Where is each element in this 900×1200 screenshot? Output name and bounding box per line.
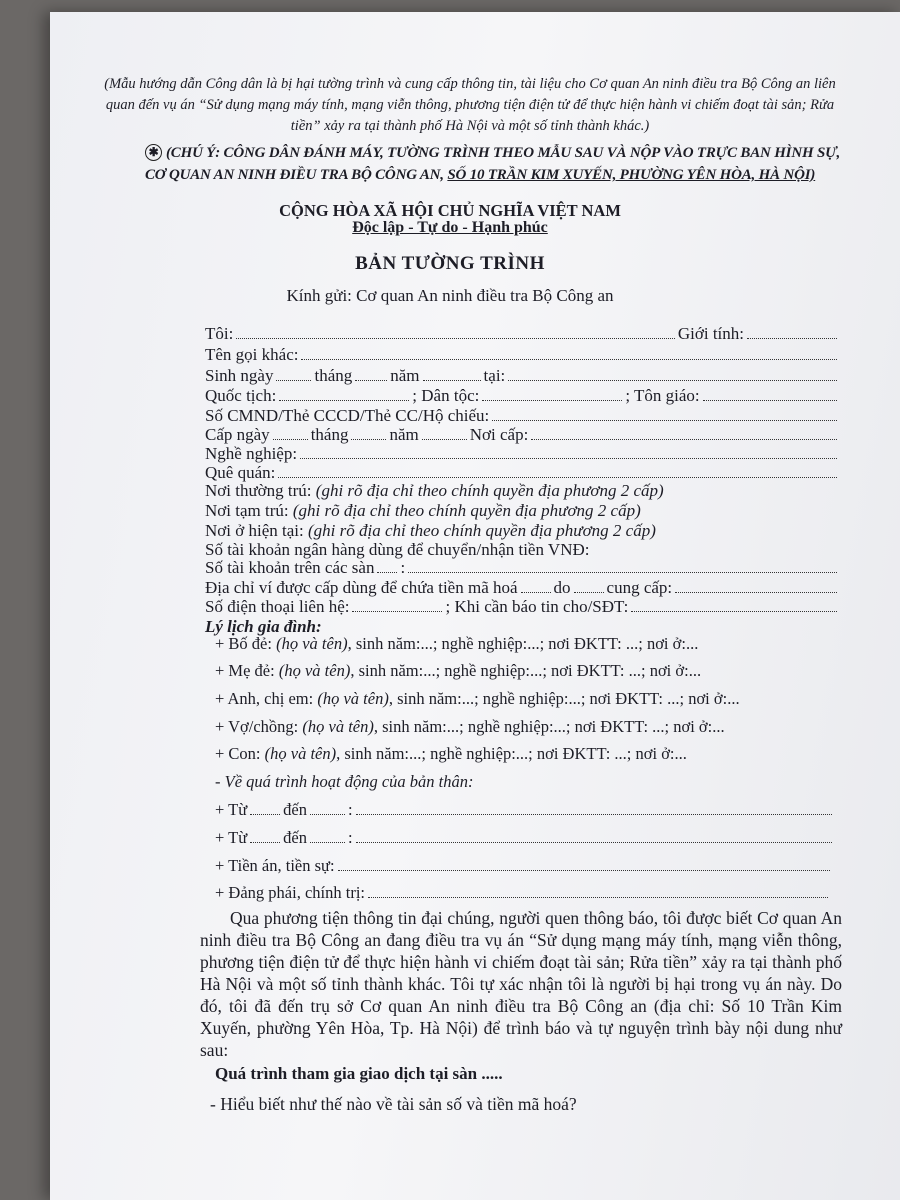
- occupation-label: Nghề nghiệp:: [205, 444, 298, 463]
- id-number-field[interactable]: [492, 407, 837, 421]
- activity-from-field[interactable]: [250, 829, 280, 843]
- issue-day-label: Cấp ngày: [205, 425, 270, 444]
- religion-field[interactable]: [703, 387, 837, 401]
- wallet-by-label: do: [553, 578, 571, 597]
- nationality-row: [205, 385, 840, 406]
- exchange-account-field[interactable]: [408, 559, 837, 573]
- emergency-contact-label: ; Khi cần báo tin cho/SĐT:: [445, 597, 629, 616]
- birth-month-field[interactable]: [355, 367, 387, 381]
- issue-date-row: [205, 424, 840, 445]
- birthplace-label: tại:: [483, 366, 506, 385]
- birthplace-field[interactable]: [508, 367, 837, 381]
- phone-row: [205, 596, 840, 617]
- alias-row: [205, 344, 840, 365]
- emergency-contact-field[interactable]: [631, 598, 837, 612]
- wallet-address-field[interactable]: [675, 579, 837, 593]
- issue-year-field[interactable]: [422, 426, 467, 440]
- temporary-address-row[interactable]: [205, 500, 840, 521]
- political-party-label: + Đảng phái, chính trị:: [215, 883, 365, 902]
- exchange-account-row: Số tài khoản trên các sàn :: [205, 557, 840, 578]
- gender-field[interactable]: [747, 325, 837, 339]
- caution-text: (CHÚ Ý: CÔNG DÂN ĐÁNH MÁY, TƯỜNG TRÌNH THEO MẪU SAU VÀ NỘP VÀO TRỰC BAN HÌNH SỰ, CƠ QUAN AN NINH ĐIỀU TRA BỘ CÔNG AN,: [145, 145, 841, 183]
- alias-field[interactable]: [301, 346, 837, 360]
- birth-day-field[interactable]: [276, 367, 311, 381]
- permanent-address-label: Nơi thường trú:: [205, 481, 316, 500]
- exchange-account-label: Số tài khoản trên các sàn: [205, 558, 375, 577]
- birth-year-field[interactable]: [423, 367, 481, 381]
- family-row-spouse[interactable]: + Vợ/chồng: (họ và tên), sinh năm:...; nghề nghiệp:...; nơi ĐKTT: ...; nơi ở:...: [215, 717, 725, 736]
- activity-to-field[interactable]: [310, 829, 345, 843]
- activity-row-1: + Từ đến :: [215, 799, 835, 820]
- birth-row: [205, 365, 840, 386]
- bank-account-label: Số tài khoản ngân hàng dùng để chuyển/nhận tiền VNĐ:: [205, 540, 590, 559]
- wallet-provider-field[interactable]: [574, 579, 604, 593]
- occupation-row: [205, 443, 840, 464]
- id-number-label: Số CMND/Thẻ CCCD/Thẻ CC/Hộ chiếu:: [205, 406, 490, 425]
- criminal-record-row: [215, 855, 833, 876]
- name-label: Tôi:: [205, 324, 234, 343]
- issue-place-label: Nơi cấp:: [469, 425, 529, 444]
- criminal-record-field[interactable]: [338, 857, 830, 871]
- issue-year-label: năm: [389, 425, 419, 444]
- ethnicity-label: ; Dân tộc:: [412, 386, 480, 405]
- gender-label: Giới tính:: [677, 324, 744, 343]
- hometown-label: Quê quán:: [205, 463, 276, 482]
- activity-detail-field[interactable]: [356, 829, 832, 843]
- temporary-address-hint: (ghi rõ địa chỉ theo chính quyền địa phương 2 cấp): [292, 501, 641, 520]
- asterisk-icon: ✱: [145, 144, 162, 161]
- wallet-coin-field[interactable]: [521, 579, 551, 593]
- activity-detail-field[interactable]: [356, 801, 832, 815]
- political-party-field[interactable]: [368, 884, 828, 898]
- phone-label: Số điện thoại liên hệ:: [205, 597, 350, 616]
- nationality-label: Quốc tịch:: [205, 386, 277, 405]
- document-title: BẢN TƯỜNG TRÌNH: [355, 253, 545, 274]
- birth-month-label: tháng: [314, 366, 353, 385]
- name-row: [205, 323, 840, 344]
- activity-to-field[interactable]: [310, 801, 345, 815]
- criminal-record-label: + Tiền án, tiền sự:: [215, 856, 335, 875]
- recipient-line: Kính gửi: Cơ quan An ninh điều tra Bộ Công an: [286, 286, 614, 305]
- permanent-address-hint: (ghi rõ địa chỉ theo chính quyền địa phương 2 cấp): [315, 481, 664, 500]
- family-row-siblings[interactable]: + Anh, chị em: (họ và tên), sinh năm:...; nghề nghiệp:...; nơi ĐKTT: ...; nơi ở:...: [215, 689, 740, 708]
- permanent-address-row[interactable]: [205, 480, 840, 501]
- alias-label: Tên gọi khác:: [205, 345, 299, 364]
- wallet-label: Địa chỉ ví được cấp dùng để chứa tiền mã hoá: [205, 578, 518, 597]
- national-motto: Độc lập - Tự do - Hạnh phúc: [352, 219, 548, 236]
- family-row-father[interactable]: + Bố đẻ: (họ và tên), sinh năm:...; nghề nghiệp:...; nơi ĐKTT: ...; nơi ở:...: [215, 634, 699, 653]
- occupation-field[interactable]: [300, 445, 837, 459]
- issue-day-field[interactable]: [273, 426, 308, 440]
- wallet-row: [205, 577, 840, 598]
- process-heading: Quá trình tham gia giao dịch tại sàn .....: [215, 1064, 503, 1083]
- caution-address: SỐ 10 TRẦN KIM XUYẾN, PHƯỜNG YÊN HÒA, HÀ NỘI): [447, 167, 816, 183]
- guide-note: (Mẫu hướng dẫn Công dân là bị hại tường trình và cung cấp thông tin, tài liệu cho Cơ quan An ninh điều tra Bộ Công an liên quan đến vụ án “Sử dụng mạng máy tính, mạng viễn thông, phương tiện điện tử để thực hiện hành vi chiếm đoạt tài sản; Rửa tiền” xảy ra tại thành phố Hà Nội và một số tỉnh thành khác.): [104, 76, 836, 134]
- family-row-children[interactable]: + Con: (họ và tên), sinh năm:...; nghề nghiệp:...; nơi ĐKTT: ...; nơi ở:...: [215, 744, 687, 763]
- name-field[interactable]: [236, 325, 675, 339]
- digital-asset-question: - Hiểu biết như thế nào về tài sản số và tiền mã hoá?: [210, 1094, 577, 1114]
- current-address-label: Nơi ở hiện tại:: [205, 521, 308, 540]
- hometown-field[interactable]: [278, 464, 837, 478]
- issue-month-field[interactable]: [351, 426, 386, 440]
- activity-row-2: + Từ đến :: [215, 827, 835, 848]
- family-heading: Lý lịch gia đình:: [205, 617, 322, 636]
- political-party-row: [215, 882, 831, 903]
- issue-month-label: tháng: [310, 425, 349, 444]
- caution-note: [145, 142, 845, 186]
- activity-from-field[interactable]: [250, 801, 280, 815]
- current-address-hint: (ghi rõ địa chỉ theo chính quyền địa phương 2 cấp): [307, 521, 656, 540]
- statement-paragraph: Qua phương tiện thông tin đại chúng, người quen thông báo, tôi được biết Cơ quan An ninh điều tra Bộ Công an đang điều tra vụ án “Sử dụng mạng máy tính, mạng viễn thông, phương tiện điện tử để thực hiện hành vi chiếm đoạt tài sản; Rửa tiền” xảy ra tại thành phố Hà Nội và một số tỉnh thành khác. Tôi tự xác nhận tôi là người bị hại trong vụ án này. Do đó, tôi đã đến trụ sở Cơ quan An ninh điều tra Bộ Công an (địa chỉ: Số 10 Trần Kim Xuyến, phường Yên Hòa, Tp. Hà Nội) để trình báo và tự nguyện trình bày nội dung như sau:: [200, 908, 842, 1060]
- id-number-row: [205, 405, 840, 426]
- current-address-row[interactable]: [205, 520, 840, 541]
- birth-day-label: Sinh ngày: [205, 366, 274, 385]
- nationality-field[interactable]: [279, 387, 409, 401]
- ethnicity-field[interactable]: [482, 387, 622, 401]
- birth-year-label: năm: [390, 366, 420, 385]
- issue-place-field[interactable]: [531, 426, 837, 440]
- religion-label: ; Tôn giáo:: [625, 386, 700, 405]
- exchange-name-field[interactable]: [377, 559, 397, 573]
- activity-heading: - Về quá trình hoạt động của bản thân:: [215, 772, 474, 791]
- nation-name: CỘNG HÒA XÃ HỘI CHỦ NGHĨA VIỆT NAM: [279, 201, 621, 220]
- family-row-mother[interactable]: + Mẹ đẻ: (họ và tên), sinh năm:...; nghề nghiệp:...; nơi ĐKTT: ...; nơi ở:...: [215, 661, 702, 680]
- phone-field[interactable]: [352, 598, 442, 612]
- wallet-provided-label: cung cấp:: [606, 578, 673, 597]
- temporary-address-label: Nơi tạm trú:: [205, 501, 293, 520]
